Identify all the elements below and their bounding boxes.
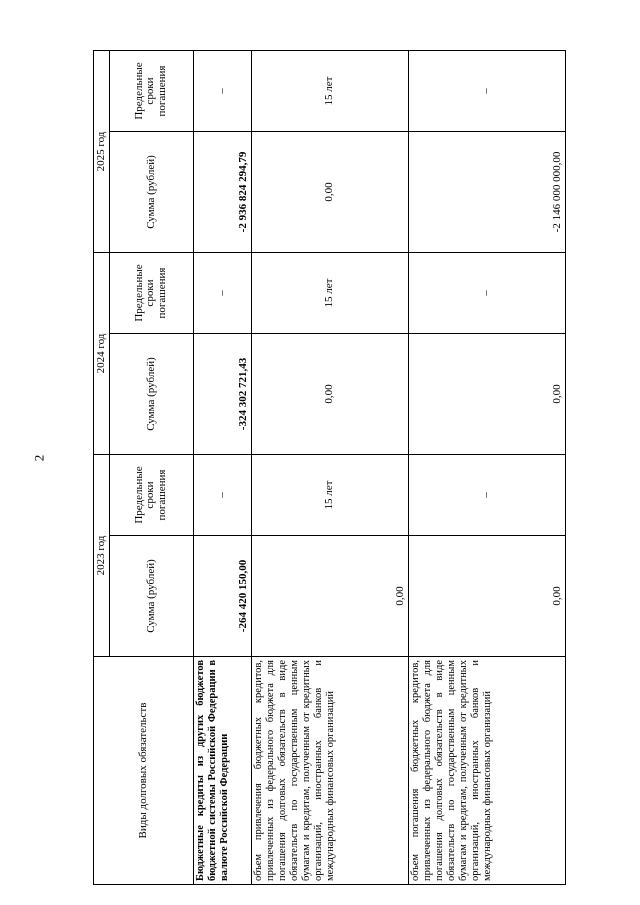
rotated-table-container <box>93 53 563 885</box>
row-term-2025: 15 лет <box>251 51 408 132</box>
row-term-2024: 15 лет <box>251 253 408 334</box>
header-term-2025: Предельные сроки погашения <box>109 51 193 132</box>
row-term-2023: – <box>408 455 565 536</box>
header-sum-2025: Сумма (рублей) <box>109 132 193 253</box>
row-name: объем погашения бюджетных кредитов, привлеченных из федерального бюджета для погашения долговых обязательств в виде обязательств по государственным ценным бумагам и кредитам, полученным от кредитных организаций, иностранных банков и международных финансовых организаций <box>408 657 565 885</box>
header-year-2025: 2025 год <box>94 51 110 253</box>
table-row <box>193 51 251 885</box>
row-term-2024: – <box>193 253 251 334</box>
debt-obligations-table <box>93 50 566 885</box>
header-kinds: Виды долговых обязательств <box>94 657 194 885</box>
row-sum-2024: 0,00 <box>251 334 408 455</box>
row-term-2023: – <box>193 455 251 536</box>
row-sum-2023: -264 420 150,00 <box>193 536 251 657</box>
header-sum-2023: Сумма (рублей) <box>109 536 193 657</box>
row-sum-2023: 0,00 <box>408 536 565 657</box>
row-sum-2025: -2 146 000 000,00 <box>408 132 565 253</box>
page-number: 2 <box>31 454 47 462</box>
row-name: Бюджетные кредиты из других бюджетов бюджетной системы Российской Федерации в валюте Российской Федерации <box>193 657 251 885</box>
row-sum-2025: 0,00 <box>251 132 408 253</box>
header-sum-2024: Сумма (рублей) <box>109 334 193 455</box>
table-row <box>251 51 408 885</box>
row-name: объем привлечения бюджетных кредитов, привлеченных из федерального бюджета для погашения долговых обязательств в виде обязательств по государственным ценным бумагам и кредитам, полученным от кредитных организаций, иностранных банков и международных финансовых организаций <box>251 657 408 885</box>
header-year-2023: 2023 год <box>94 455 110 657</box>
row-term-2025: – <box>193 51 251 132</box>
table-row <box>408 51 565 885</box>
row-sum-2024: 0,00 <box>408 334 565 455</box>
row-sum-2023: 0,00 <box>251 536 408 657</box>
header-term-2024: Предельные сроки погашения <box>109 253 193 334</box>
row-term-2023: 15 лет <box>251 455 408 536</box>
row-sum-2024: -324 302 721,43 <box>193 334 251 455</box>
row-sum-2025: -2 936 824 294,79 <box>193 132 251 253</box>
row-term-2024: – <box>408 253 565 334</box>
row-term-2025: – <box>408 51 565 132</box>
header-term-2023: Предельные сроки погашения <box>109 455 193 536</box>
header-year-2024: 2024 год <box>94 253 110 455</box>
